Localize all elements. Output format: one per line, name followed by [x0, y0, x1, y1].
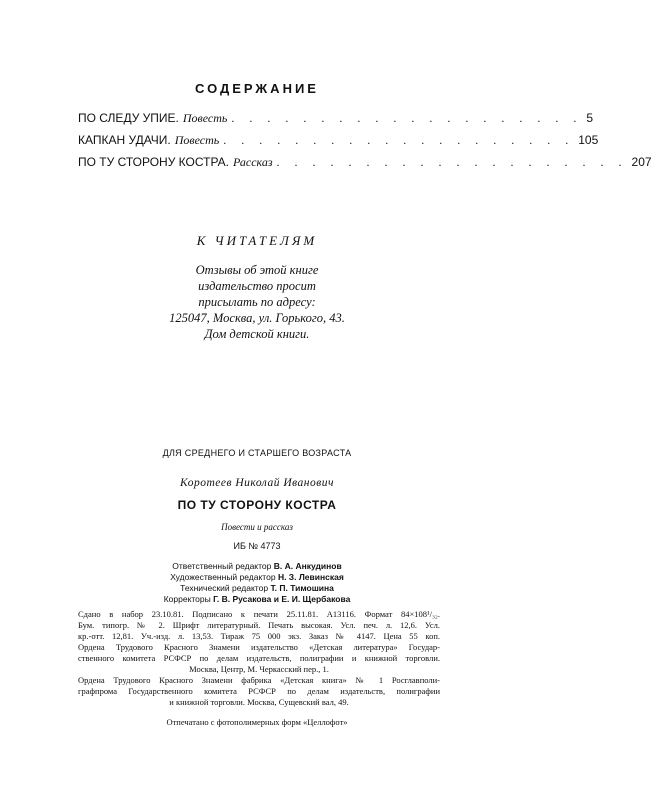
toc-item[interactable] [78, 111, 594, 127]
toc-item-page: 207 [631, 155, 652, 169]
imprint-line: и книжной торговли. Москва, Сущевский вал, 49. [169, 697, 349, 707]
reader-line: Дом детской книги. [204, 327, 310, 341]
imprint-block [78, 609, 440, 708]
toc-item-page: 105 [578, 133, 599, 147]
toc-item-genre: Повесть [174, 133, 220, 147]
imprint-line: Москва, Центр, М. Черкасский пер., 1. [189, 664, 329, 674]
credit-line: Технический редактор Т. П. Тимошина [180, 583, 334, 593]
reader-line: издательство просит [198, 279, 316, 293]
reader-heading: К ЧИТАТЕЛЯМ [196, 233, 318, 248]
age-label: ДЛЯ СРЕДНЕГО И СТАРШЕГО ВОЗРАСТА [162, 448, 352, 458]
author-name: Коротеев Николай Иванович [180, 477, 334, 489]
reader-address-block [0, 262, 514, 342]
imprint-line: графпрома Государственного комитета РСФСР по делам издательств, полиграфии [78, 686, 440, 696]
toc-item-title: ПО СЛЕДУ УПИЕ. [78, 111, 179, 125]
book-subtitle: Повести и рассказ [221, 522, 293, 532]
reader-line: 125047, Москва, ул. Горького, 43. [169, 311, 345, 325]
credit-line: Ответственный редактор В. А. Анкудинов [172, 561, 342, 571]
ib-number: ИБ № 4773 [233, 541, 281, 551]
credit-line: Художественный редактор Н. З. Левинская [170, 572, 344, 582]
imprint-line: Ордена Трудового Красного Знамени фабрика «Детская книга» № 1 Росглавполи- [78, 675, 440, 685]
imprint-line: Сдано в набор 23.10.81. Подписано к печати 25.11.81. А13116. Формат 84×108¹/₃₂. [78, 609, 440, 619]
imprint-line: ственного комитета РСФСР по делам издательств, полиграфии и книжной торговли. [78, 653, 440, 663]
imprint-line: Бум. типогр. № 2. Шрифт литературный. Печать высокая. Усл. печ. л. 12,6. Усл. [78, 620, 440, 630]
imprint-line: Ордена Трудового Красного Знамени издательство «Детская литература» Государ- [78, 642, 440, 652]
reader-line: присылать по адресу: [198, 295, 316, 309]
toc-leader: . . . . . . . . . . . . . . . . . . . . [231, 111, 583, 125]
toc-item[interactable] [78, 155, 652, 171]
printed-note: Отпечатано с фотополимерных форм «Целлофот» [166, 717, 348, 727]
reader-line: Отзывы об этой книге [195, 263, 319, 277]
toc-item-page: 5 [586, 111, 594, 125]
toc-item-title: ПО ТУ СТОРОНУ КОСТРА. [78, 155, 229, 169]
book-title: ПО ТУ СТОРОНУ КОСТРА [177, 498, 337, 512]
toc-item[interactable] [78, 133, 599, 149]
toc-item-title: КАПКАН УДАЧИ. [78, 133, 171, 147]
credit-line: Корректоры Г. В. Русакова и Е. И. Щербакова [163, 594, 351, 604]
imprint-line: кр.-отт. 12,81. Уч.-изд. л. 13,53. Тираж 75 000 экз. Заказ № 4147. Цена 55 коп. [78, 631, 440, 641]
toc-item-genre: Рассказ [233, 155, 273, 169]
toc-leader: . . . . . . . . . . . . . . . . . . . . [223, 133, 575, 147]
credits-block [0, 561, 514, 605]
toc-heading: СОДЕРЖАНИЕ [195, 81, 319, 96]
toc-leader: . . . . . . . . . . . . . . . . . . . . [276, 155, 628, 169]
toc-item-genre: Повесть [182, 111, 228, 125]
